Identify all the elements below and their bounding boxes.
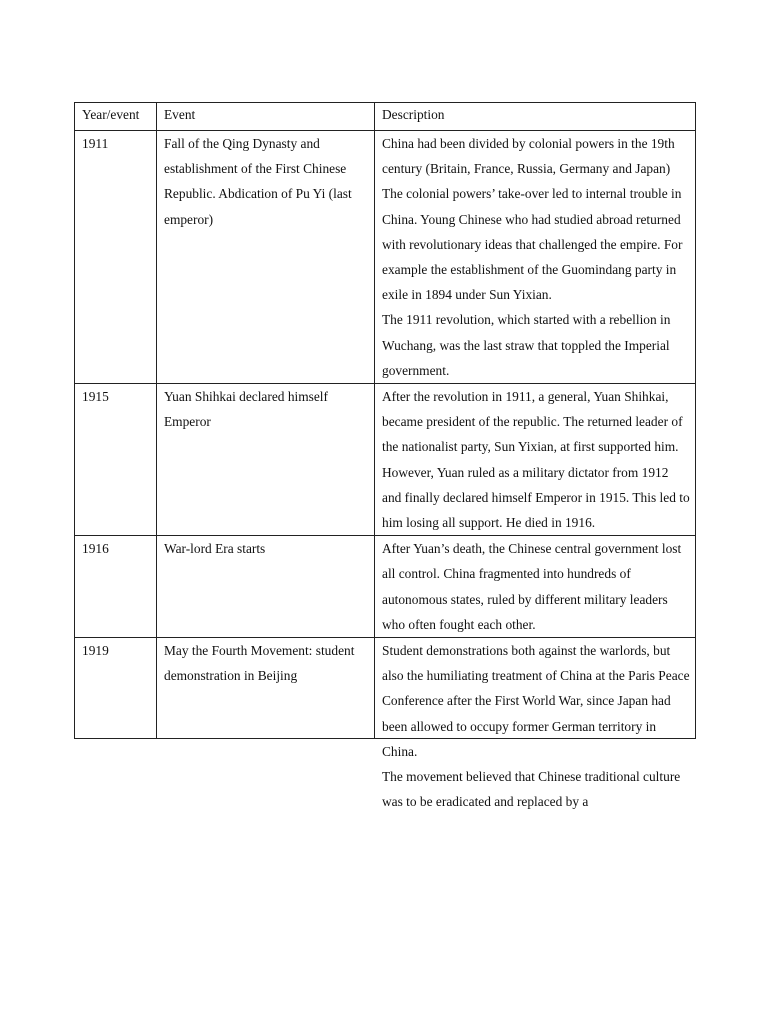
table-row <box>75 131 696 384</box>
description-cell <box>375 638 696 810</box>
year-cell: 1919 <box>75 638 157 739</box>
description-cell <box>375 536 696 638</box>
description-paragraph: Student demonstrations both against the warlords, but also the humiliating treatment of China at the Paris Peace Conference after the First World War, since Japan had been allowed to occupy former German territory in China. <box>382 643 690 759</box>
description-cell <box>375 384 696 536</box>
header-description: Description <box>375 103 696 131</box>
year-cell: 1916 <box>75 536 157 638</box>
event-cell: Fall of the Qing Dynasty and establishment of the First Chinese Republic. Abdication of Pu Yi (last emperor) <box>157 131 375 384</box>
history-timeline-table <box>74 102 696 810</box>
table-row <box>75 536 696 638</box>
header-year-event: Year/event <box>75 103 157 131</box>
year-cell: 1915 <box>75 384 157 536</box>
table-row <box>75 384 696 536</box>
event-cell: May the Fourth Movement: student demonstration in Beijing <box>157 638 375 739</box>
description-paragraph: After the revolution in 1911, a general, Yuan Shihkai, became president of the republic. The returned leader of the nationalist party, Sun Yixian, at first supported him. However, Yuan ruled as a military dictator from 1912 and finally declared himself Emperor in 1915. This led to him losing all support. He died in 1916. <box>382 389 690 531</box>
description-cell <box>375 131 696 384</box>
description-clip <box>382 638 691 810</box>
description-paragraph: The colonial powers’ take-over led to internal trouble in China. Young Chinese who had studied abroad returned with revolutionary ideas that challenged the empire. For example the establishment of the Guomindang party in exile in 1894 under Sun Yixian. <box>382 186 683 303</box>
description-paragraph: The movement believed that Chinese traditional culture was to be eradicated and replaced by a <box>382 769 681 810</box>
event-cell: Yuan Shihkai declared himself Emperor <box>157 384 375 536</box>
description-paragraph: After Yuan’s death, the Chinese central government lost all control. China fragmented into hundreds of autonomous states, ruled by different military leaders who often fought each other. <box>382 541 682 632</box>
table-header-row <box>75 103 696 131</box>
description-paragraph: China had been divided by colonial powers in the 19th century (Britain, France, Russia, Germany and Japan) <box>382 136 675 177</box>
table-row <box>75 638 696 739</box>
description-paragraph: The 1911 revolution, which started with a rebellion in Wuchang, was the last straw that toppled the Imperial government. <box>382 312 671 378</box>
header-event: Event <box>157 103 375 131</box>
event-cell: War-lord Era starts <box>157 536 375 638</box>
year-cell: 1911 <box>75 131 157 384</box>
